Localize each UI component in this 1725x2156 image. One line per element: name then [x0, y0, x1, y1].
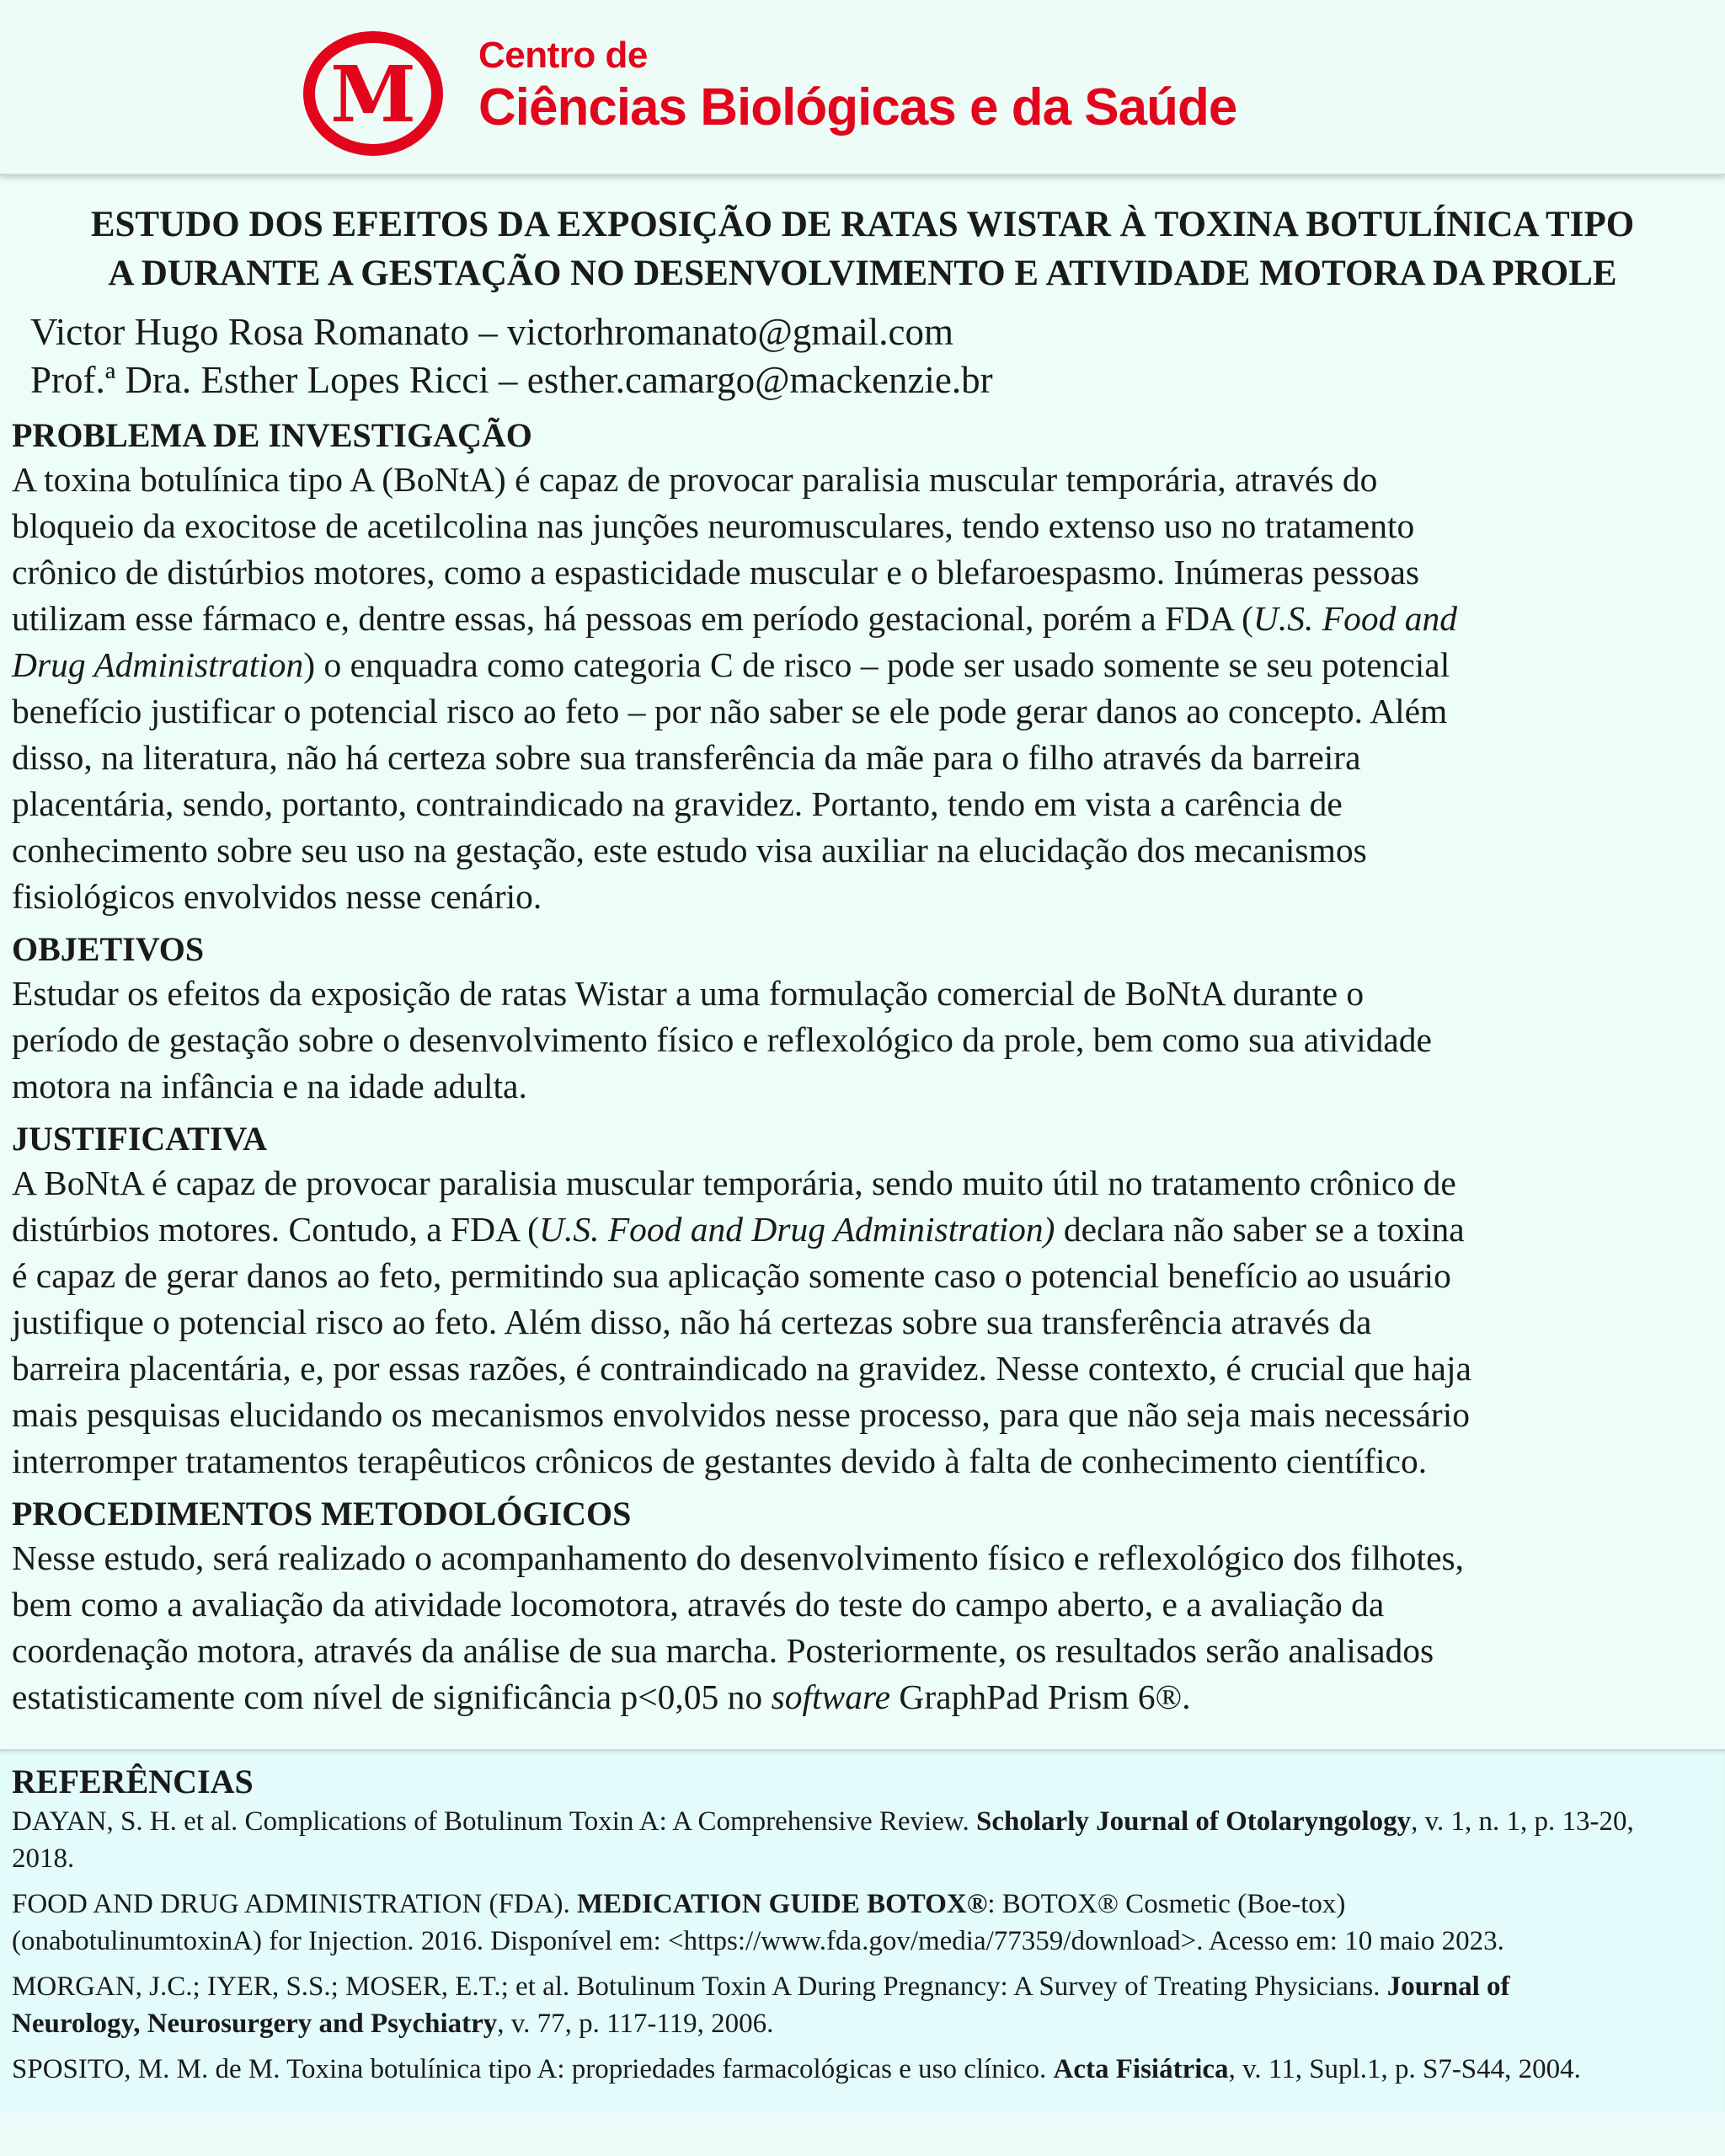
- text-line: [12, 2005, 1713, 2042]
- text-line: interromper tratamentos terapêuticos crônicos de gestantes devido à falta de conhecimento científico.: [12, 1442, 1428, 1480]
- text-line: [12, 642, 1713, 688]
- poster-body: [0, 175, 1725, 1749]
- text-line: (onabotulinumtoxinA) for Injection. 2016. Disponível em: <https://www.fda.gov/media/77359/download>. Acesso em: 10 maio 2023.: [12, 1926, 1504, 1956]
- poster-title: [12, 201, 1713, 298]
- heading-justificativa: JUSTIFICATIVA: [12, 1120, 268, 1158]
- brand-line-2: Ciências Biológicas e da Saúde: [478, 78, 1237, 136]
- ref-journal: Journal of: [1386, 1971, 1510, 2002]
- mackenzie-logo-icon: [302, 30, 445, 157]
- ref-title: MEDICATION GUIDE BOTOX®: [577, 1889, 988, 1919]
- ref-journal: Acta Fisiátrica: [1053, 2054, 1229, 2084]
- authors-block: [30, 308, 1713, 404]
- text-line: é capaz de gerar danos ao feto, permitindo sua aplicação somente caso o potencial benefício ao usuário: [12, 1256, 1451, 1295]
- text-line: motora na infância e na idade adulta.: [12, 1067, 527, 1105]
- ref-text: MORGAN, J.C.; IYER, S.S.; MOSER, E.T.; et al. Botulinum Toxin A During Pregnancy: A Survey of Treating Physicians.: [12, 1971, 1387, 2002]
- text-span: estatisticamente com nível de significância p<0,05 no: [12, 1677, 772, 1716]
- text-span: ) o enquadra como categoria C de risco – pode ser usado somente se seu potencial: [303, 645, 1450, 684]
- text-line: mais pesquisas elucidando os mecanismos envolvidos nesse processo, para que não seja mais necessário: [12, 1395, 1471, 1434]
- text-line: 2018.: [12, 1843, 75, 1874]
- ref-text: : BOTOX® Cosmetic (Boe-tox): [987, 1889, 1346, 1919]
- text-line: benefício justificar o potencial risco ao feto – por não saber se ele pode gerar danos ao concepto. Além: [12, 692, 1448, 730]
- paragraph-objetivos: [12, 971, 1713, 1110]
- text-line: Nesse estudo, será realizado o acompanhamento do desenvolvimento físico e reflexológico dos filhotes,: [12, 1538, 1465, 1577]
- text-line: conhecimento sobre seu uso na gestação, este estudo visa auxiliar na elucidação dos mecanismos: [12, 831, 1367, 869]
- text-line: bloqueio da exocitose de acetilcolina nas junções neuromusculares, tendo extenso uso no tratamento: [12, 506, 1415, 545]
- ref-text: DAYAN, S. H. et al. Complications of Botulinum Toxin A: A Comprehensive Review.: [12, 1806, 977, 1837]
- italic-text: U.S. Food and Drug Administration): [538, 1210, 1055, 1249]
- text-span: GraphPad Prism 6®.: [889, 1677, 1191, 1716]
- paragraph-procedimentos: [12, 1535, 1713, 1720]
- reference-item: [12, 2051, 1713, 2088]
- text-line: justifique o potencial risco ao feto. Além disso, não há certezas sobre sua transferência através da: [12, 1303, 1372, 1341]
- paragraph-justificativa: [12, 1160, 1713, 1485]
- title-line-2: A DURANTE A GESTAÇÃO NO DESENVOLVIMENTO E ATIVIDADE MOTORA DA PROLE: [108, 254, 1617, 293]
- text-line: [12, 1206, 1713, 1253]
- text-line: [12, 1803, 1713, 1840]
- text-line: [12, 1886, 1713, 1923]
- text-line: [12, 2051, 1713, 2088]
- text-line: [12, 1674, 1713, 1720]
- text-line: Estudar os efeitos da exposição de ratas Wistar a uma formulação comercial de BoNtA durante o: [12, 974, 1365, 1013]
- brand-line-1: Centro de: [478, 35, 648, 76]
- text-line: bem como a avaliação da atividade locomotora, através do teste do campo aberto, e a avaliação da: [12, 1585, 1385, 1624]
- italic-text: U.S. Food and: [1252, 599, 1457, 638]
- heading-referencias: REFERÊNCIAS: [12, 1763, 254, 1800]
- italic-text: Drug Administration: [12, 645, 304, 684]
- logo-circle-m-icon: [302, 30, 445, 157]
- ref-text: , v. 11, Supl.1, p. S7-S44, 2004.: [1228, 2054, 1581, 2084]
- text-span: utilizam esse fármaco e, dentre essas, há pessoas em período gestacional, porém a FDA (: [12, 599, 1253, 638]
- text-span: distúrbios motores. Contudo, a FDA (: [12, 1210, 539, 1249]
- text-line: barreira placentária, e, por essas razões, é contraindicado na gravidez. Nesse contexto, é crucial que haja: [12, 1349, 1471, 1388]
- text-line: crônico de distúrbios motores, como a espasticidade muscular e o blefaroespasmo. Inúmeras pessoas: [12, 553, 1420, 591]
- ref-journal: Neurology, Neurosurgery and Psychiatry: [12, 2009, 498, 2039]
- ref-text: FOOD AND DRUG ADMINISTRATION (FDA).: [12, 1889, 578, 1919]
- reference-item: [12, 1803, 1713, 1877]
- title-line-1: ESTUDO DOS EFEITOS DA EXPOSIÇÃO DE RATAS WISTAR À TOXINA BOTULÍNICA TIPO: [90, 205, 1635, 244]
- paragraph-problema: [12, 457, 1713, 920]
- text-line: [12, 596, 1713, 642]
- text-line: [12, 1968, 1713, 2005]
- ref-journal: Scholarly Journal of Otolaryngology: [976, 1806, 1412, 1837]
- logo-letter: M: [330, 49, 416, 140]
- text-line: coordenação motora, através da análise de sua marcha. Posteriormente, os resultados serão analisados: [12, 1631, 1434, 1670]
- heading-problema: PROBLEMA DE INVESTIGAÇÃO: [12, 416, 532, 454]
- text-line: período de gestação sobre o desenvolvimento físico e reflexológico da prole, bem como sua atividade: [12, 1020, 1432, 1059]
- references-panel: [0, 1749, 1725, 2113]
- author-1: Victor Hugo Rosa Romanato – victorhromanato@gmail.com: [30, 311, 954, 353]
- reference-item: [12, 1968, 1713, 2042]
- brand-name: [478, 34, 1236, 138]
- heading-procedimentos: PROCEDIMENTOS METODOLÓGICOS: [12, 1495, 632, 1533]
- ref-text: , v. 1, n. 1, p. 13-20,: [1411, 1806, 1634, 1837]
- text-line: A toxina botulínica tipo A (BoNtA) é capaz de provocar paralisia muscular temporária, através do: [12, 460, 1378, 499]
- italic-text: software: [771, 1677, 890, 1716]
- ref-text: SPOSITO, M. M. de M. Toxina botulínica tipo A: propriedades farmacológicas e uso clínico.: [12, 2054, 1054, 2084]
- ref-text: , v. 77, p. 117-119, 2006.: [497, 2009, 774, 2039]
- heading-objetivos: OBJETIVOS: [12, 930, 205, 968]
- text-line: fisiológicos envolvidos nesse cenário.: [12, 877, 542, 916]
- text-line: disso, na literatura, não há certeza sobre sua transferência da mãe para o filho através da barreira: [12, 738, 1361, 777]
- text-line: A BoNtA é capaz de provocar paralisia muscular temporária, sendo muito útil no tratamento crônico de: [12, 1164, 1456, 1202]
- text-span: declara não saber se a toxina: [1055, 1210, 1465, 1249]
- reference-item: [12, 1886, 1713, 1960]
- header-banner: [0, 0, 1725, 175]
- author-2: Prof.ª Dra. Esther Lopes Ricci – esther.camargo@mackenzie.br: [30, 359, 993, 401]
- text-line: placentária, sendo, portanto, contraindicado na gravidez. Portanto, tendo em vista a carência de: [12, 784, 1343, 823]
